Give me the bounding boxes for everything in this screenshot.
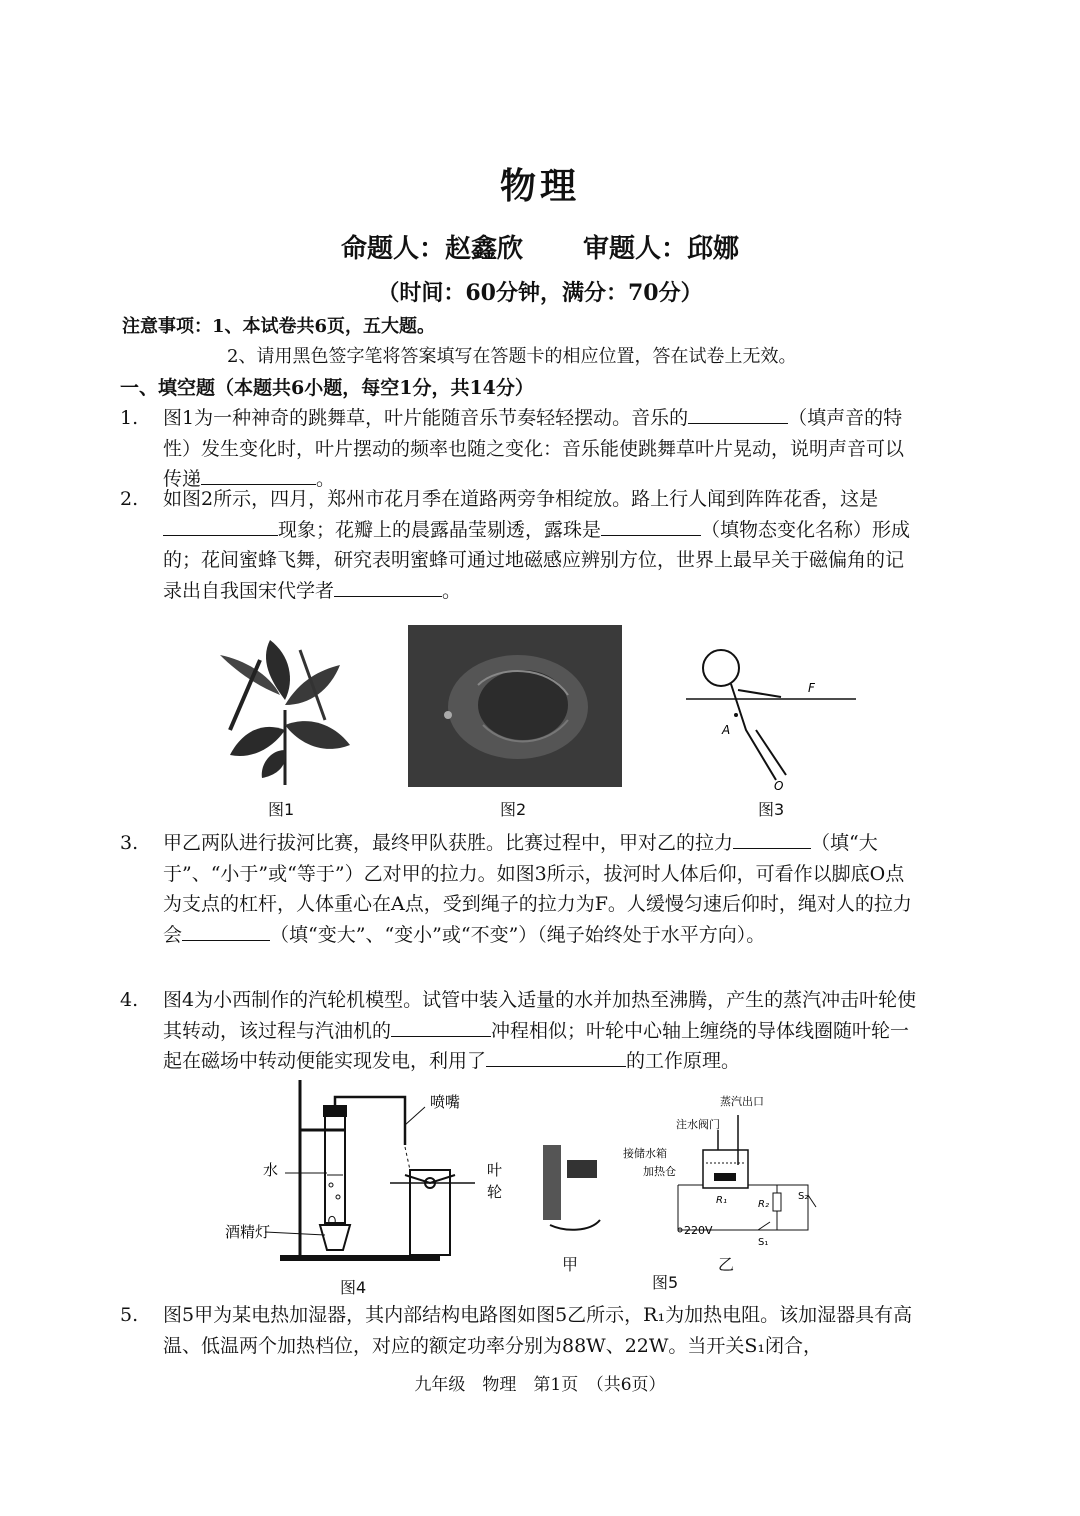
label-jia: 甲 (562, 1255, 579, 1274)
figure-2-rose-photo (408, 625, 622, 787)
question-number: 4. (120, 989, 139, 1011)
question-text: 。 (442, 579, 462, 602)
question-number: 2. (120, 488, 139, 510)
label-impeller-2: 轮 (487, 1183, 503, 1201)
figure-5-humidifier-photo (535, 1140, 610, 1235)
label-r1: R₁ (716, 1195, 727, 1206)
figure-4-turbine-model (225, 1075, 525, 1265)
label-s2: S₂ (798, 1191, 809, 1202)
answer-blank[interactable] (688, 403, 788, 424)
label-voltage: 220V (684, 1224, 713, 1237)
figure-5-circuit-diagram (618, 1095, 823, 1250)
label-tank: 接储水箱 (623, 1147, 667, 1160)
note-line-1: 注意事项：1、本试卷共6页，五大题。 (122, 316, 436, 337)
setter: 命题人：赵鑫欣 (340, 234, 523, 264)
question-number: 5. (120, 1304, 139, 1326)
question-text: 图4为小西制作的汽轮机模型。试管中装入适量的水并加热至沸腾，产生的蒸汽冲击叶轮使其转动，该过程与汽油机的 (163, 989, 917, 1042)
label-r2: R₂ (758, 1199, 769, 1210)
note-line-2: 2、请用黑色签字笔将答案填写在答题卡的相应位置，答在试卷上无效。 (227, 346, 797, 367)
label-steam-outlet: 蒸汽出口 (720, 1095, 764, 1108)
question-2 (120, 484, 920, 606)
label-nozzle: 喷嘴 (430, 1093, 461, 1111)
figure-3-tug-person (686, 640, 866, 790)
answer-blank[interactable] (733, 828, 811, 849)
figure-1-caption: 图1 (268, 800, 295, 819)
figure-4-caption: 图4 (340, 1278, 367, 1297)
question-4 (120, 985, 920, 1077)
answer-blank[interactable] (486, 1046, 626, 1067)
reviewer: 审题人：邱娜 (583, 234, 740, 264)
answer-blank[interactable] (201, 464, 316, 485)
question-text: 的工作原理。 (626, 1050, 741, 1072)
answer-blank[interactable] (601, 515, 701, 536)
label-lamp: 酒精灯 (225, 1223, 271, 1241)
figure-2-caption: 图2 (500, 800, 527, 819)
label-s1: S₁ (758, 1237, 769, 1248)
answer-blank[interactable] (334, 576, 442, 597)
label-water: 水 (263, 1161, 279, 1179)
question-text: （填“大于”、“小于”或“等于”）乙对甲的拉力。如图3所示，拔河时人体后仰，可看作以脚底O点为支点的杠杆，人体重心在A点，受到绳子的拉力为F。人缓慢匀速后仰时，绳对人的拉力会 (163, 832, 912, 946)
question-number: 1. (120, 407, 139, 429)
question-text: （填物态变化名称）形成的；花间蜜蜂飞舞，研究表明蜜蜂可通过地磁感应辨别方位，世界上最早关于磁偏角的记录出自我国宋代学者 (163, 518, 911, 602)
answer-blank[interactable] (163, 515, 278, 536)
label-yi: 乙 (718, 1255, 735, 1274)
answer-blank[interactable] (182, 920, 270, 941)
exam-title: 物理 (499, 165, 580, 207)
figure-3-caption: 图3 (758, 800, 785, 819)
label-impeller-1: 叶 (487, 1161, 503, 1179)
question-text: 图1为一种神奇的跳舞草，叶片能随音乐节奏轻轻摆动。音乐的 (163, 407, 689, 429)
question-text: 冲程相似；叶轮中心轴上缠绕的导体线圈随叶轮一起在磁场中转动便能实现发电，利用了 (163, 1019, 910, 1072)
figure-5-caption: 图5 (652, 1273, 679, 1292)
figure-1-dancing-grass (200, 620, 370, 790)
question-3 (120, 828, 920, 950)
question-text: 如图2所示，四月，郑州市花月季在道路两旁争相绽放。路上行人闻到阵阵花香，这是 (163, 488, 879, 510)
label-inlet-valve: 注水阀门 (676, 1118, 720, 1131)
label-O: O (774, 779, 784, 790)
question-1 (120, 403, 920, 495)
time-info: （时间：60分钟，满分：70分） (377, 280, 703, 306)
label-A: A (722, 723, 731, 737)
answer-blank[interactable] (391, 1016, 491, 1037)
question-text: 现象；花瓣上的晨露晶莹剔透，露珠是 (278, 518, 602, 541)
question-5 (120, 1300, 920, 1361)
question-text: 甲乙两队进行拔河比赛，最终甲队获胜。比赛过程中，甲对乙的拉力 (163, 832, 734, 854)
question-text: 图5甲为某电热加湿器，其内部结构电路图如图5乙所示，R₁为加热电阻。该加湿器具有高温、低温两个加热档位，对应的额定功率分别为88W、22W。当开关S₁闭合， (163, 1304, 913, 1357)
authors-line (0, 228, 1080, 265)
label-heater: 加热仓 (643, 1165, 676, 1178)
question-number: 3. (120, 832, 139, 854)
notes (122, 312, 796, 372)
section-heading: 一、填空题（本题共6小题，每空1分，共14分） (120, 377, 534, 399)
page-footer: 九年级 物理 第1页 （共6页） (414, 1375, 666, 1395)
question-text: （填声音的特性）发生变化时，叶片摆动的频率也随之变化：音乐能使跳舞草叶片晃动，说明声音可以传递 (163, 407, 905, 490)
label-F: F (808, 681, 815, 695)
question-text: （填“变大”、“变小”或“不变”）（绳子始终处于水平方向）。 (270, 923, 766, 946)
question-text: 。 (316, 468, 336, 490)
